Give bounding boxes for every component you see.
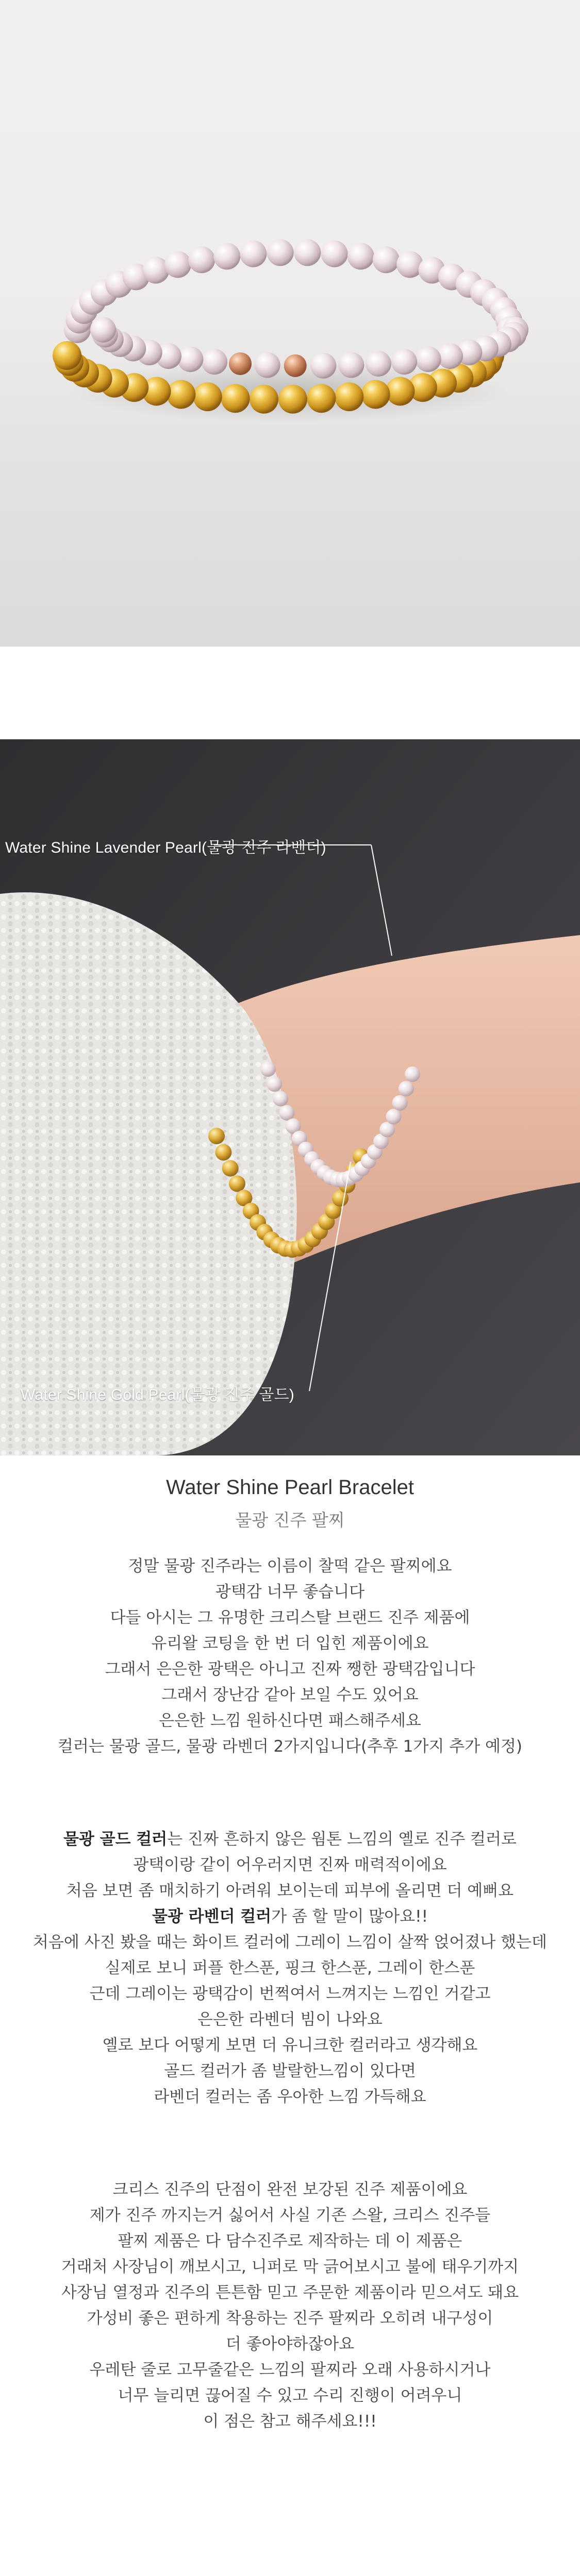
description-paragraph-3 — [0, 2177, 580, 2434]
description-line: 우레탄 줄로 고무줄같은 느낌의 팔찌라 오래 사용하시거나 — [89, 2361, 491, 2379]
product-title-ko: 물광 진주 팔찌 — [235, 1510, 345, 1530]
gold-bead — [221, 384, 250, 413]
pearl-bead — [416, 346, 441, 372]
description-line: 너무 늘리면 끊어질 수 있고 수리 진행이 어려우니 — [118, 2386, 462, 2405]
pearl-bead — [392, 1095, 408, 1111]
pearl-bead — [338, 352, 364, 378]
pearl-bead — [267, 1076, 282, 1092]
pearl-bead — [391, 349, 417, 375]
rose-gold-bead — [229, 352, 252, 375]
pearl-bead — [177, 346, 203, 372]
description-line — [0, 1955, 580, 1981]
gold-bead — [208, 1128, 225, 1144]
pearl-bead — [399, 1081, 414, 1096]
description-line — [0, 2032, 580, 2058]
description-line: 더 좋아야하잖아요 — [225, 2335, 355, 2353]
description-line: 가성비 좋은 편하게 착용하는 진주 팔찌라 오히려 내구성이 — [87, 2309, 493, 2328]
pearl-bead — [366, 351, 391, 377]
description-paragraph-1 — [0, 1553, 580, 1759]
description-paragraph-2 — [0, 1826, 580, 2110]
description-text: 는 진짜 흔하지 않은 웜톤 느낌의 옐로 진주 컬러로 — [167, 1830, 517, 1849]
description-line: 유리왈 코팅을 한 번 더 입힌 제품이에요 — [151, 1634, 429, 1653]
description-line: 그래서 장난감 같아 보일 수도 있어요 — [161, 1686, 419, 1704]
pearl-bead — [255, 352, 280, 378]
description-line — [0, 2058, 580, 2084]
rose-gold-bead — [284, 354, 307, 377]
gold-bead — [222, 1160, 239, 1177]
highlight-gold-color: 물광 골드 컬러 — [63, 1830, 168, 1849]
product-photo-table — [0, 0, 580, 647]
pearl-bead — [273, 1091, 288, 1107]
pearl-bead — [321, 241, 348, 267]
description-line — [0, 1826, 580, 1852]
description-text: 옐로 보다 어떻게 보면 더 유니크한 컬러라고 생각해요 — [102, 2036, 478, 2055]
pearl-bead — [213, 243, 240, 269]
description-text: 실제로 보니 퍼플 한스푼, 핑크 한스푼, 그레이 한스푼 — [105, 1959, 475, 1977]
description-line: 이 점은 참고 해주세요!!! — [203, 2412, 377, 2431]
pearl-bead — [347, 243, 374, 269]
description-line: 그래서 은은한 광택은 아니고 진짜 쨍한 광택감입니다 — [105, 1660, 475, 1679]
description-line: 정말 물광 진주라는 이름이 찰떡 같은 팔찌에요 — [128, 1557, 452, 1575]
description-line — [0, 2084, 580, 2110]
description-text: 근데 그레이는 광택감이 번쩍여서 느껴지는 느낌인 거같고 — [89, 1985, 491, 2003]
description-line: 팔찌 제품은 다 담수진주로 제작하는 데 이 제품은 — [118, 2232, 462, 2250]
description-line — [0, 1878, 580, 1904]
description-line — [0, 1852, 580, 1878]
description-text: 가 좀 할 말이 많아요!! — [271, 1907, 428, 1926]
description-text: 라벤더 컬러는 좀 우아한 느낌 가득해요 — [154, 2088, 426, 2106]
description-line: 사장님 열정과 진주의 튼튼함 믿고 주문한 제품이라 믿으셔도 돼요 — [61, 2283, 519, 2302]
gold-bead — [167, 380, 195, 409]
description-text: 광택이랑 같이 어우러지면 진짜 매력적이에요 — [133, 1856, 447, 1874]
description-text: 골드 컬러가 좀 발랄한느낌이 있다면 — [164, 2062, 416, 2080]
pearl-bead — [240, 241, 267, 267]
gold-bead — [278, 385, 307, 414]
description-text: 은은한 라벤더 빔이 나와요 — [197, 2010, 383, 2029]
description-line: 거래처 사장님이 깨보시고, 니퍼로 막 긁어보시고 불에 태우기까지 — [61, 2258, 519, 2276]
gold-bead — [307, 384, 336, 413]
pearl-bead — [90, 317, 116, 343]
gold-bead — [250, 385, 278, 414]
gold-bead — [386, 377, 415, 405]
pearl-bead — [202, 349, 227, 375]
description-line: 광택감 너무 좋습니다 — [215, 1583, 365, 1601]
gold-bead — [361, 380, 390, 409]
label-lavender-pearl: Water Shine Lavender Pearl(물광 진주 라벤더) — [5, 839, 326, 856]
product-title-en: Water Shine Pearl Bracelet — [166, 1476, 414, 1499]
description-line: 크리스 진주의 단점이 완전 보강된 진주 제품이에요 — [112, 2180, 468, 2199]
gold-bead — [193, 382, 222, 411]
gold-bead — [53, 341, 81, 370]
label-gold-pearl: Water Shine Gold Pearl(물광 진주 골드) — [21, 1386, 294, 1403]
gold-bead — [229, 1175, 245, 1192]
description-text: 처음 보면 좀 매치하기 아려워 보이는데 피부에 올리면 더 예뻐요 — [66, 1882, 514, 1900]
pearl-bead — [164, 251, 191, 278]
description-line: 은은한 느낌 원하신다면 패스해주세요 — [159, 1711, 421, 1730]
description-line — [0, 2007, 580, 2032]
description-line — [0, 1981, 580, 2007]
description-line: 컬러는 물광 골드, 물광 라벤더 2가지입니다(추후 1가지 추가 예정) — [58, 1737, 522, 1756]
description-line — [0, 1904, 580, 1929]
highlight-lavender-color: 물광 라벤더 컬러 — [152, 1907, 272, 1926]
pearl-bead — [405, 1066, 420, 1082]
pearl-bead — [260, 1061, 276, 1077]
description-line: 제가 진주 까지는거 싫어서 사실 기존 스왈, 크리스 진주들 — [89, 2206, 491, 2225]
gold-bead — [335, 382, 363, 411]
pearl-bead — [437, 343, 463, 369]
pearl-bead — [188, 246, 215, 273]
pearl-bead — [294, 239, 321, 266]
pearl-bead — [386, 1109, 401, 1124]
description-line: 다들 아시는 그 유명한 크리스탈 브랜드 진주 제품에 — [110, 1608, 470, 1627]
pearl-bead — [279, 1105, 295, 1121]
description-text: 처음에 사진 봤을 때는 화이트 컬러에 그레이 느낌이 살짝 얹어졌나 했는데 — [33, 1933, 547, 1952]
gold-bead — [215, 1144, 231, 1161]
pearl-bead — [310, 353, 336, 379]
pearl-bead — [373, 246, 400, 273]
description-line — [0, 1929, 580, 1955]
product-photo-wrist — [0, 739, 580, 1455]
bracelet-stack-image — [0, 0, 580, 647]
pearl-bead — [267, 239, 294, 266]
